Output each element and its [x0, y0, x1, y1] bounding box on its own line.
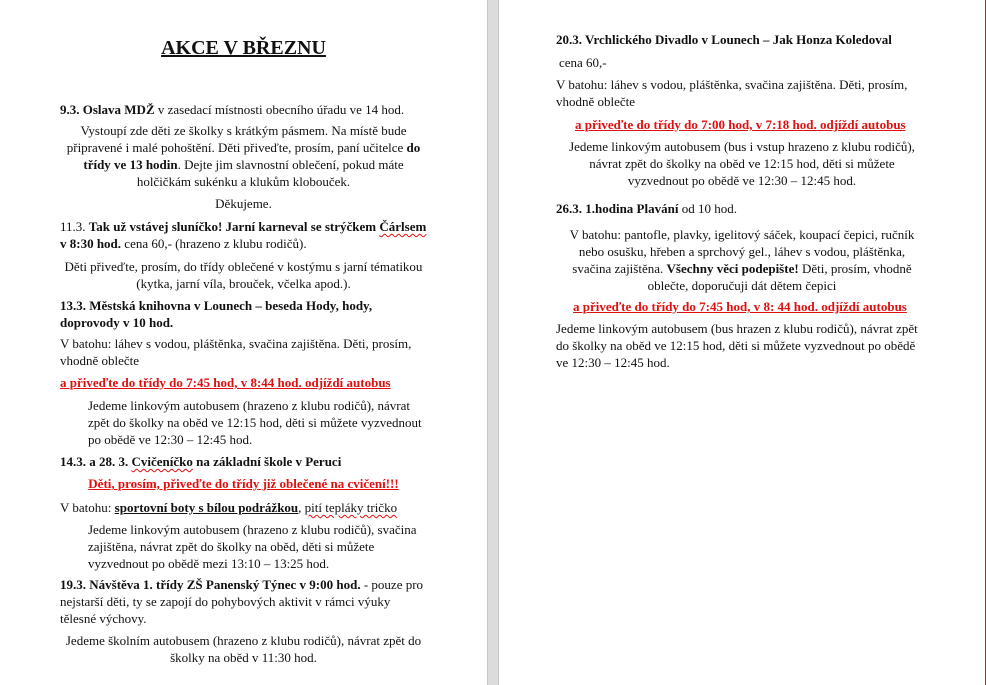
- event-divadlo-alert: a přiveďte do třídy do 7:00 hod, v 7:18 hod. odjíždí autobus: [575, 117, 906, 132]
- event-plavani-transport: Jedeme linkovým autobusem (bus hrazen z klubu rodičů), návrat zpět do školky na oběd ve 12:15 hod, děti si můžete vyzvednout po obědě ve 12:30 – 12:45 hod.: [556, 321, 918, 370]
- page-title: AKCE V BŘEZNU: [161, 37, 326, 59]
- event-plavani-backpack: V batohu: pantofle, plavky, igelitový sáček, koupací čepici, ručník nebo osušku, hřeben a sprchový gel., láhev s vodou, pláštěnka, svačina zajištěna. Všechny věci podepište! Děti, prosím, vhodně oblečte, doporučuji dát dětem čepici: [569, 227, 915, 293]
- event-divadlo-heading: 20.3. Vrchlického Divadlo v Lounech – Jak Honza Koledoval: [556, 32, 892, 47]
- event-karneval-description: Děti přiveďte, prosím, do třídy oblečené v kostýmu s jarní tématikou (kytka, jarní víla, brouček, včelka apod.).: [64, 259, 423, 291]
- event-divadlo-price: cena 60,-: [559, 55, 607, 70]
- page-gutter: [487, 0, 499, 685]
- event-karneval-heading: 11.3. Tak už vstávej sluníčko! Jarní karneval se strýčkem Čárlsem v 8:30 hod. cena 60,- (hrazeno z klubu rodičů).: [60, 219, 427, 251]
- document-page-right: [499, 0, 985, 685]
- event-knihovna-heading: 13.3. Městská knihovna v Lounech – beseda Hody, hody, doprovody v 10 hod.: [60, 298, 373, 330]
- thanks-text: Děkujeme.: [215, 196, 272, 211]
- event-mdz-heading: 9.3. Oslava MDŽ v zasedací místnosti obecního úřadu ve 14 hod.: [60, 102, 405, 117]
- event-cviceni-alert: Děti, prosím, přiveďte do třídy již oblečené na cvičení!!!: [88, 476, 399, 491]
- event-navsteva-heading: 19.3. Návštěva 1. třídy ZŠ Panenský Týnec v 9:00 hod. - pouze pro nejstarší děti, ty se zapojí do pohybových aktivit v rámci výuky tělesné výchovy.: [60, 577, 424, 626]
- event-navsteva-transport: Jedeme školním autobusem (hrazeno z klubu rodičů), návrat zpět do školky na oběd v 11:30 hod.: [65, 633, 422, 665]
- event-cviceni-transport: Jedeme linkovým autobusem (hrazeno z klubu rodičů), svačina zajištěna, návrat zpět do školky na oběd, děti si můžete vyzvednout po obědě mezi 13:10 – 13:25 hod.: [88, 522, 417, 571]
- event-knihovna-alert: a přiveďte do třídy do 7:45 hod, v 8:44 hod. odjíždí autobus: [60, 375, 391, 390]
- event-cviceni-heading: 14.3. a 28. 3. Cvičeníčko na základní škole v Peruci: [60, 454, 342, 469]
- event-plavani-alert: a přiveďte do třídy do 7:45 hod, v 8: 44 hod. odjíždí autobus: [573, 299, 907, 314]
- event-plavani-heading: 26.3. 1.hodina Plavání od 10 hod.: [556, 201, 737, 216]
- event-cviceni-backpack: V batohu: sportovní boty s bílou podrážkou, pití tepláky tričko: [60, 500, 398, 515]
- event-knihovna-transport: Jedeme linkovým autobusem (hrazeno z klubu rodičů), návrat zpět do školky na oběd ve 12:15 hod, děti si můžete vyzvednout po obědě ve 12:30 – 12:45 hod.: [88, 398, 422, 447]
- event-knihovna-backpack: V batohu: láhev s vodou, pláštěnka, svačina zajištěna. Děti, prosím, vhodně oblečte: [60, 336, 412, 368]
- document-page-left: [0, 0, 487, 685]
- event-mdz-description: Vystoupí zde děti ze školky s krátkým pásmem. Na místě bude připravené i malé pohoštění. Děti přiveďte, prosím, paní učitelce do třídy ve 13 hodin. Dejte jim slavnostní oblečení, pokud máte holčičkám sukénku a klukům klobouček.: [66, 123, 421, 189]
- event-divadlo-backpack: V batohu: láhev s vodou, pláštěnka, svačina zajištěna. Děti, prosím, vhodně oblečte: [556, 77, 908, 109]
- event-divadlo-transport: Jedeme linkovým autobusem (bus i vstup hrazeno z klubu rodičů), návrat zpět do školky na oběd ve 12:15 hod, děti si můžete vyzvednout po obědě ve 12:30 – 12:45 hod.: [569, 139, 915, 188]
